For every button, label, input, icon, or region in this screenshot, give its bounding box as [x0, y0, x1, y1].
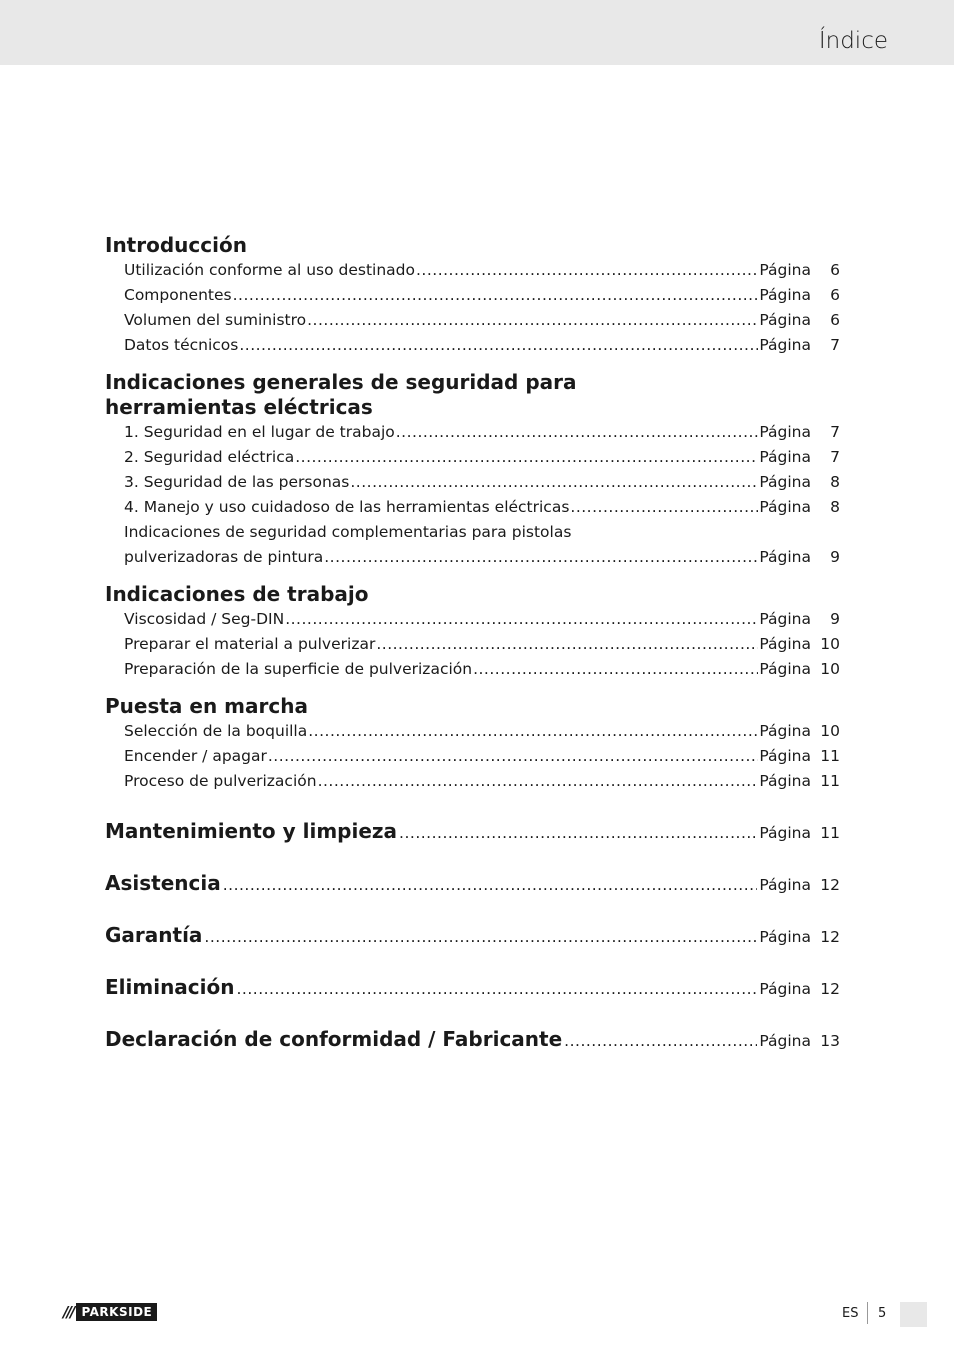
language-code: ES [842, 1306, 859, 1321]
toc-entry-label: 1. Seguridad en el lugar de trabajo [124, 423, 395, 441]
page-number: 13 [820, 1032, 840, 1050]
toc-entry[interactable] [105, 308, 840, 333]
toc-major-entry[interactable] [105, 871, 840, 898]
page-number: 11 [820, 747, 840, 765]
page-word: Página [759, 548, 811, 566]
page-word: Página [759, 928, 811, 946]
toc-entry[interactable] [105, 744, 840, 769]
page-title: Índice [818, 28, 888, 54]
page-word: Página [759, 722, 811, 740]
toc-entry[interactable] [105, 445, 840, 470]
toc-entry-label: Utilización conforme al uso destinado [124, 261, 415, 279]
toc-entry[interactable] [105, 283, 840, 308]
footer-page-number: 5 [878, 1306, 887, 1321]
page-word: Página [759, 311, 811, 329]
footer-tab [900, 1302, 927, 1327]
page-word: Página [759, 336, 811, 354]
page-word: Página [759, 610, 811, 628]
page-word: Página [759, 747, 811, 765]
section-title-line2: herramientas eléctricas [105, 395, 373, 419]
toc-entry-label: Selección de la boquilla [124, 722, 308, 740]
toc-entry[interactable] [105, 258, 840, 283]
dot-leader [570, 495, 758, 520]
dot-leader [399, 821, 757, 846]
logo-wordmark: PARKSIDE [76, 1303, 157, 1321]
page-number: 12 [820, 928, 840, 946]
page-word: Página [759, 824, 811, 842]
page-number: 11 [820, 824, 840, 842]
dot-leader [318, 769, 759, 794]
page-word: Página [759, 772, 811, 790]
page-number: 7 [830, 448, 840, 466]
page-word: Página [759, 448, 811, 466]
toc-entry-label: 3. Seguridad de las personas [124, 473, 350, 491]
toc-entry-label: Proceso de pulverización [124, 772, 317, 790]
toc-entry[interactable] [105, 769, 840, 794]
page-word: Página [759, 473, 811, 491]
dot-leader [268, 744, 759, 769]
page-word: Página [759, 423, 811, 441]
logo-slashes: /// [63, 1302, 74, 1321]
toc-major-label: Asistencia [105, 871, 221, 895]
toc-major-entry[interactable] [105, 1027, 840, 1054]
table-of-contents [105, 233, 840, 1079]
section-title: Indicaciones de trabajo [105, 582, 369, 606]
toc-entry[interactable] [105, 607, 840, 632]
toc-entry[interactable] [105, 470, 840, 495]
toc-major-entry[interactable] [105, 975, 840, 1002]
page-number: 12 [820, 876, 840, 894]
page-word: Página [759, 876, 811, 894]
toc-major-label: Garantía [105, 923, 203, 947]
dot-leader [237, 977, 758, 1002]
page-number: 9 [830, 610, 840, 628]
dot-leader [308, 719, 758, 744]
toc-section-trabajo [105, 582, 840, 682]
toc-entry-label: Componentes [124, 286, 232, 304]
toc-entry[interactable] [105, 719, 840, 744]
page-word: Página [759, 1032, 811, 1050]
page-word: Página [759, 286, 811, 304]
dot-leader [324, 545, 758, 570]
toc-entry-label-line2: pulverizadoras de pintura [124, 548, 324, 566]
page-word: Página [759, 498, 811, 516]
dot-leader [239, 333, 758, 358]
section-title-line1: Indicaciones generales de seguridad para [105, 370, 577, 394]
toc-entry[interactable] [105, 420, 840, 445]
toc-section-introduccion [105, 233, 840, 358]
toc-major-label: Mantenimiento y limpieza [105, 819, 398, 843]
page-number: 11 [820, 772, 840, 790]
page-word: Página [759, 261, 811, 279]
page-number: 12 [820, 980, 840, 998]
section-title: Introducción [105, 233, 247, 257]
page-number: 6 [830, 261, 840, 279]
page-word: Página [759, 660, 811, 678]
dot-leader [416, 258, 758, 283]
page-number: 6 [830, 311, 840, 329]
dot-leader [295, 445, 758, 470]
toc-entry[interactable] [105, 657, 840, 682]
page-number: 10 [820, 660, 840, 678]
page-number: 10 [820, 722, 840, 740]
page-number: 8 [830, 473, 840, 491]
page-word: Página [759, 980, 811, 998]
toc-entry-label: 2. Seguridad eléctrica [124, 448, 295, 466]
page-word: Página [759, 635, 811, 653]
section-title: Puesta en marcha [105, 694, 308, 718]
dot-leader [396, 420, 759, 445]
toc-major-label: Declaración de conformidad / Fabricante [105, 1027, 563, 1051]
toc-section-seguridad [105, 370, 840, 570]
page-number: 6 [830, 286, 840, 304]
toc-major-entry[interactable] [105, 923, 840, 950]
dot-leader [350, 470, 758, 495]
toc-entry-label: Preparar el material a pulverizar [124, 635, 376, 653]
parkside-logo [63, 1302, 157, 1321]
toc-entry-label: Viscosidad / Seg-DIN [124, 610, 285, 628]
toc-entry-label-line1[interactable]: Indicaciones de seguridad complementarias para pistolas [124, 523, 572, 541]
dot-leader [285, 607, 758, 632]
toc-entry-label: Datos técnicos [124, 336, 239, 354]
toc-entry-label: Encender / apagar [124, 747, 267, 765]
footer-divider [867, 1302, 868, 1324]
dot-leader [307, 308, 758, 333]
toc-entry[interactable] [105, 495, 840, 520]
toc-entry-label: 4. Manejo y uso cuidadoso de las herramientas eléctricas [124, 498, 570, 516]
page-number: 7 [830, 423, 840, 441]
page-number: 8 [830, 498, 840, 516]
dot-leader [204, 925, 757, 950]
toc-major-label: Eliminación [105, 975, 235, 999]
toc-major-entry[interactable] [105, 819, 840, 846]
page-number: 9 [830, 548, 840, 566]
dot-leader [473, 657, 758, 682]
toc-entry-label: Preparación de la superficie de pulverización [124, 660, 473, 678]
dot-leader [223, 873, 758, 898]
toc-entry[interactable] [105, 545, 840, 570]
toc-entry-label: Volumen del suministro [124, 311, 307, 329]
toc-entry[interactable] [105, 333, 840, 358]
page-number: 10 [820, 635, 840, 653]
toc-entry[interactable] [105, 632, 840, 657]
page-header [0, 0, 954, 65]
dot-leader [233, 283, 759, 308]
dot-leader [376, 632, 758, 657]
toc-section-puesta-en-marcha [105, 694, 840, 794]
dot-leader [564, 1029, 757, 1054]
page-number: 7 [830, 336, 840, 354]
